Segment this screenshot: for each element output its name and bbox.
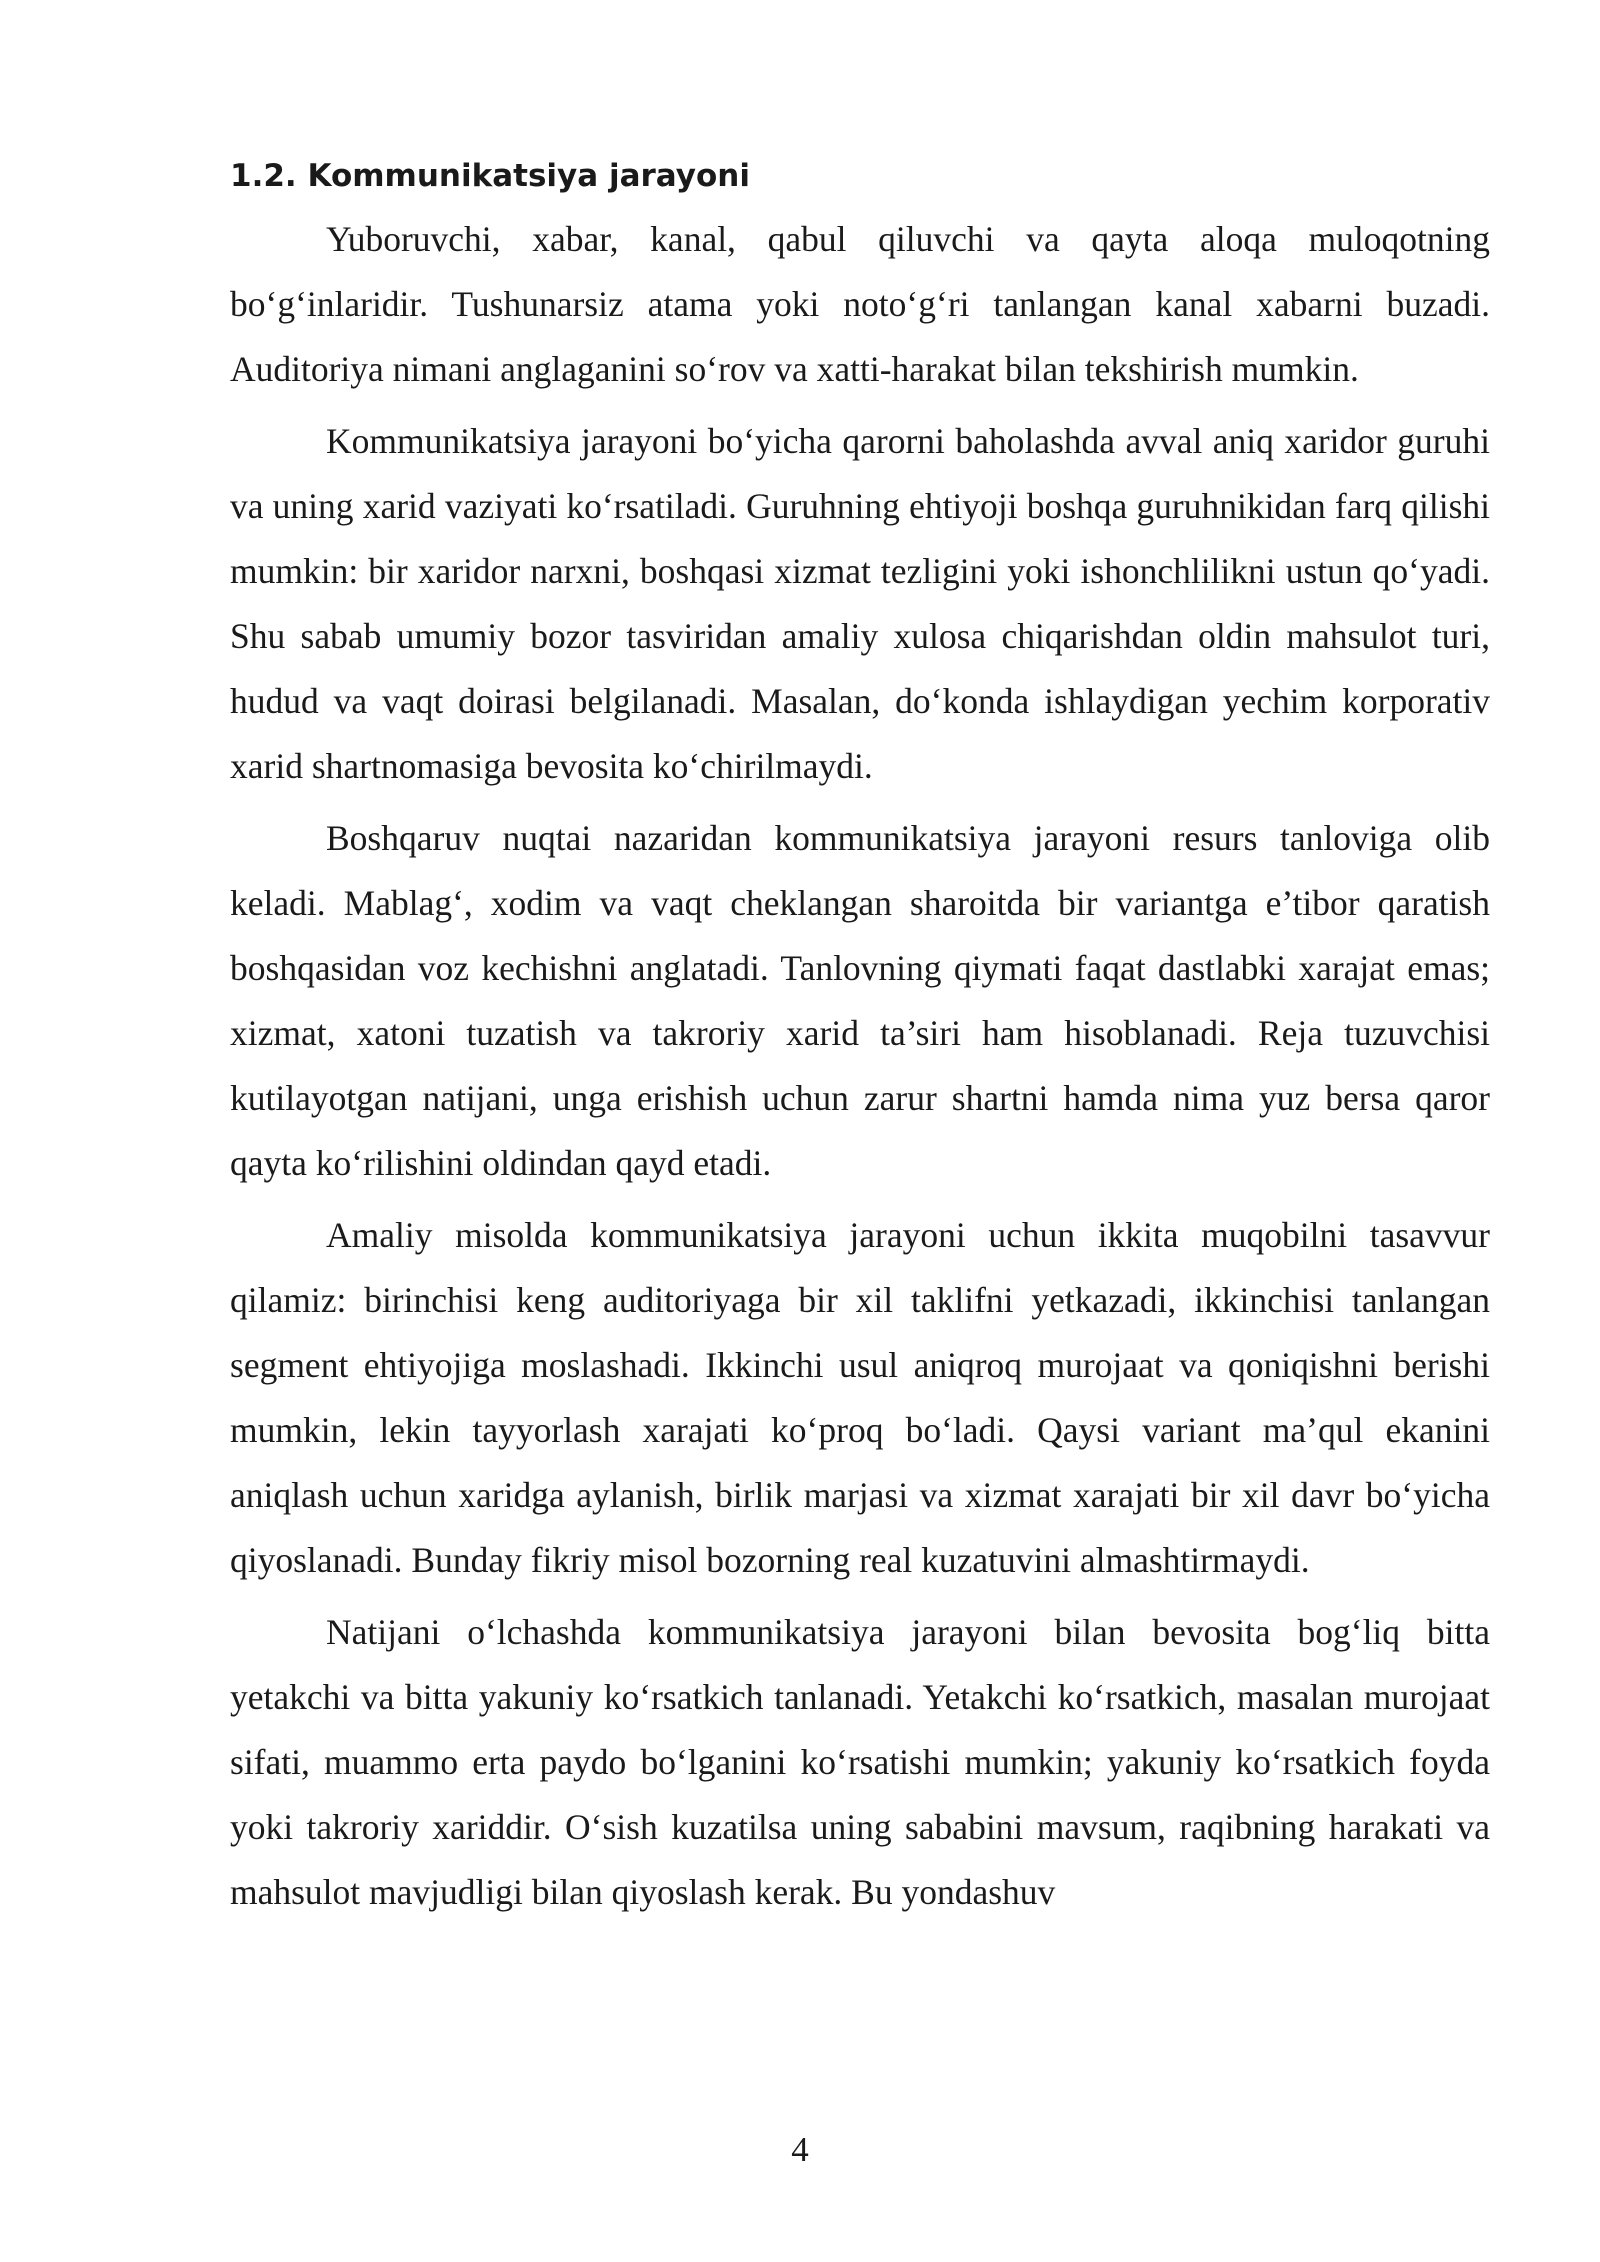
paragraph: Boshqaruv nuqtai nazaridan kommunikatsiya jarayoni resurs tanloviga olib keladi. Mablag‘, xodim va vaqt cheklangan sharoitda bir variantga e’tibor qaratish boshqasidan voz kechishni anglatadi. Tanlovning qiymati faqat dastlabki xarajat emas; xizmat, xatoni tuzatish va takroriy xarid ta’siri ham hisoblanadi. Reja tuzuvchisi kutilayotgan natijani, unga erishish uchun zarur shartni hamda nima yuz bersa qaror qayta ko‘rilishini oldindan qayd etadi. — [230, 818, 1490, 1183]
paragraph: Kommunikatsiya jarayoni bo‘yicha qarorni baholashda avval aniq xaridor guruhi va uning xarid vaziyati ko‘rsatiladi. Guruhning ehtiyoji boshqa guruhnikidan farq qilishi mumkin: bir xaridor narxni, boshqasi xizmat tezligini yoki ishonchlilikni ustun qo‘yadi. Shu sabab umumiy bozor tasviridan amaliy xulosa chiqarishdan oldin mahsulot turi, hudud va vaqt doirasi belgilanadi. Masalan, do‘konda ishlaydigan yechim korporativ xarid shartnomasiga bevosita ko‘chirilmaydi. — [230, 421, 1490, 786]
page-number: 4 — [791, 2130, 809, 2169]
paragraph: Amaliy misolda kommunikatsiya jarayoni uchun ikkita muqobilni tasavvur qilamiz: birinchisi keng auditoriyaga bir xil taklifni yetkazadi, ikkinchisi tanlangan segment ehtiyojiga moslashadi. Ikkinchi usul aniqroq murojaat va qoniqishni berishi mumkin, lekin tayyorlash xarajati ko‘proq bo‘ladi. Qaysi variant ma’qul ekanini aniqlash uchun xaridga aylanish, birlik marjasi va xizmat xarajati bir xil davr bo‘yicha qiyoslanadi. Bunday fikriy misol bozorning real kuzatuvini almashtirmaydi. — [230, 1215, 1490, 1580]
section-heading: 1.2. Kommunikatsiya jarayoni — [230, 158, 750, 194]
paragraph: Yuboruvchi, xabar, kanal, qabul qiluvchi va qayta aloqa muloqotning bo‘g‘inlaridir. Tushunarsiz atama yoki noto‘g‘ri tanlangan kanal xabarni buzadi. Auditoriya nimani anglaganini so‘rov va xatti-harakat bilan tekshirish mumkin. — [230, 219, 1490, 389]
page-body — [230, 152, 1490, 1932]
paragraph: Natijani o‘lchashda kommunikatsiya jarayoni bilan bevosita bog‘liq bitta yetakchi va bitta yakuniy ko‘rsatkich tanlanadi. Yetakchi ko‘rsatkich, masalan murojaat sifati, muammo erta paydo bo‘lganini ko‘rsatishi mumkin; yakuniy ko‘rsatkich foyda yoki takroriy xariddir. O‘sish kuzatilsa uning sababini mavsum, raqibning harakati va mahsulot mavjudligi bilan qiyoslash kerak. Bu yondashuv — [230, 1612, 1490, 1912]
